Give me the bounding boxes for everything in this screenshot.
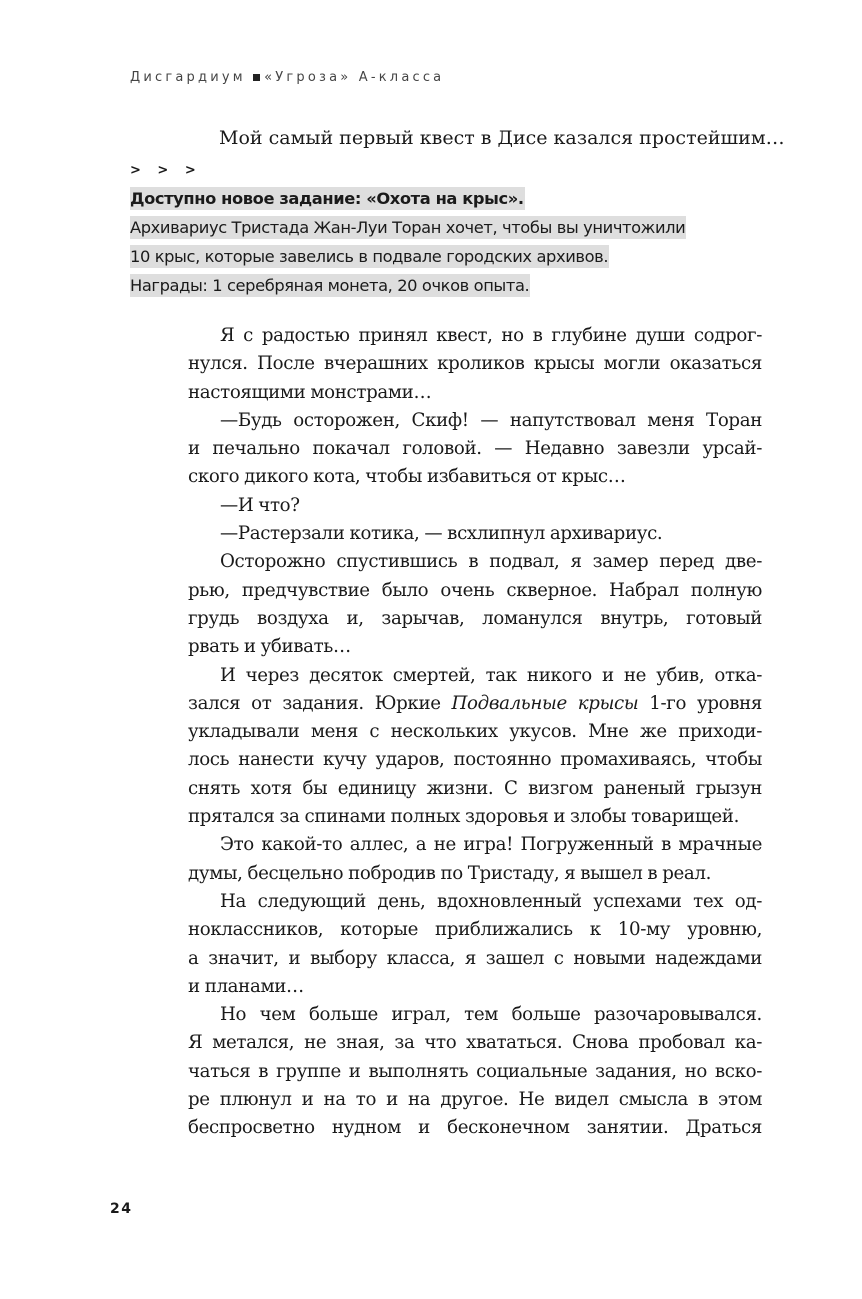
text-line: снять хотя бы единицу жизни. С визгом раненый грызун: [188, 777, 762, 799]
quest-line: [130, 271, 686, 300]
text-segment: 1-го уровня: [638, 692, 762, 714]
text-line: укладывали меня с нескольких укусов. Мне же приходи-: [188, 721, 762, 743]
text-line: и печально покачал головой. — Недавно завезли урсай-: [188, 438, 762, 460]
text-line: прятался за спинами полных здоровья и злобы товарищей.: [188, 806, 740, 828]
text-line: Я с радостью принял квест, но в глубине души содрог-: [220, 325, 762, 346]
text-line: лось нанести кучу ударов, постоянно промахиваясь, чтобы: [188, 749, 762, 771]
text-line: грудь воздуха и, зарычав, ломанулся внутрь, готовый: [188, 607, 762, 629]
quest-rewards: Награды: 1 серебряная монета, 20 очков опыта.: [130, 276, 530, 295]
text-line: рью, предчувствие было очень скверное. Набрал полную: [188, 579, 762, 601]
text-line: рвать и убивать…: [188, 636, 351, 658]
running-head-book: Дисгардиум: [130, 70, 246, 85]
italic-term: Подвальные крысы: [451, 692, 639, 714]
text-line: —Будь осторожен, Скиф! — напутствовал меня Торан: [220, 409, 762, 431]
text-line: Но чем больше играл, тем больше разочаровывался.: [220, 1004, 762, 1026]
page-number: 24: [110, 1201, 133, 1217]
text-line: думы, бесцельно побродив по Тристаду, я вышел в реал.: [188, 862, 712, 884]
text-line: беспросветно нудном и бесконечном занятии. Драться: [188, 1117, 762, 1139]
text-line: и планами…: [188, 975, 304, 997]
text-line: Я метался, не зная, за что хвататься. Снова пробовал ка-: [188, 1032, 762, 1054]
text-line: И через десяток смертей, так никого и не убив, отка-: [220, 664, 762, 686]
epigraph: Мой самый первый квест в Дисе казался простейшим…: [219, 127, 785, 149]
running-head: [130, 70, 444, 85]
quest-title: Доступно новое задание: «Охота на крыс».: [130, 189, 524, 208]
quest-line: [130, 242, 686, 271]
text-line: ского дикого кота, чтобы избавиться от крыс…: [188, 466, 626, 488]
quest-description-1: Архивариус Тристада Жан-Луи Торан хочет, чтобы вы уничтожили: [130, 218, 686, 237]
text-line: На следующий день, вдохновленный успехами тех од-: [220, 890, 762, 912]
text-line: ноклассников, которые приближались к 10-му уровню,: [188, 919, 762, 941]
text-line: нулся. После вчерашних кроликов крысы могли оказаться: [188, 353, 762, 375]
running-head-title: «Угроза» А-класса: [264, 70, 445, 85]
quest-description-2: 10 крыс, которые завелись в подвале городских архивов.: [130, 247, 609, 266]
system-message: [130, 184, 686, 300]
text-line: [188, 690, 762, 718]
text-line: а значит, и выбору класса, я зашел с новыми надеждами: [188, 947, 762, 969]
text-line: чаться в группе и выполнять социальные задания, но вско-: [188, 1060, 762, 1082]
separator-square-icon: [253, 74, 260, 81]
body-text: [188, 322, 762, 1143]
text-line: ре плюнул и на то и на другое. Не видел смысла в этом: [188, 1089, 762, 1111]
quest-title-line: [130, 184, 686, 213]
system-arrows-icon: > > >: [130, 163, 202, 178]
text-line: —Растерзали котика, — всхлипнул архивариус.: [220, 523, 663, 545]
text-line: Осторожно спустившись в подвал, я замер перед две-: [220, 551, 762, 573]
text-line: настоящими монстрами…: [188, 381, 432, 403]
text-line: —И что?: [220, 494, 300, 516]
text-line: Это какой-то аллес, а не игра! Погруженный в мрачные: [220, 834, 762, 856]
quest-line: [130, 213, 686, 242]
text-segment: зался от задания. Юркие: [188, 692, 452, 714]
